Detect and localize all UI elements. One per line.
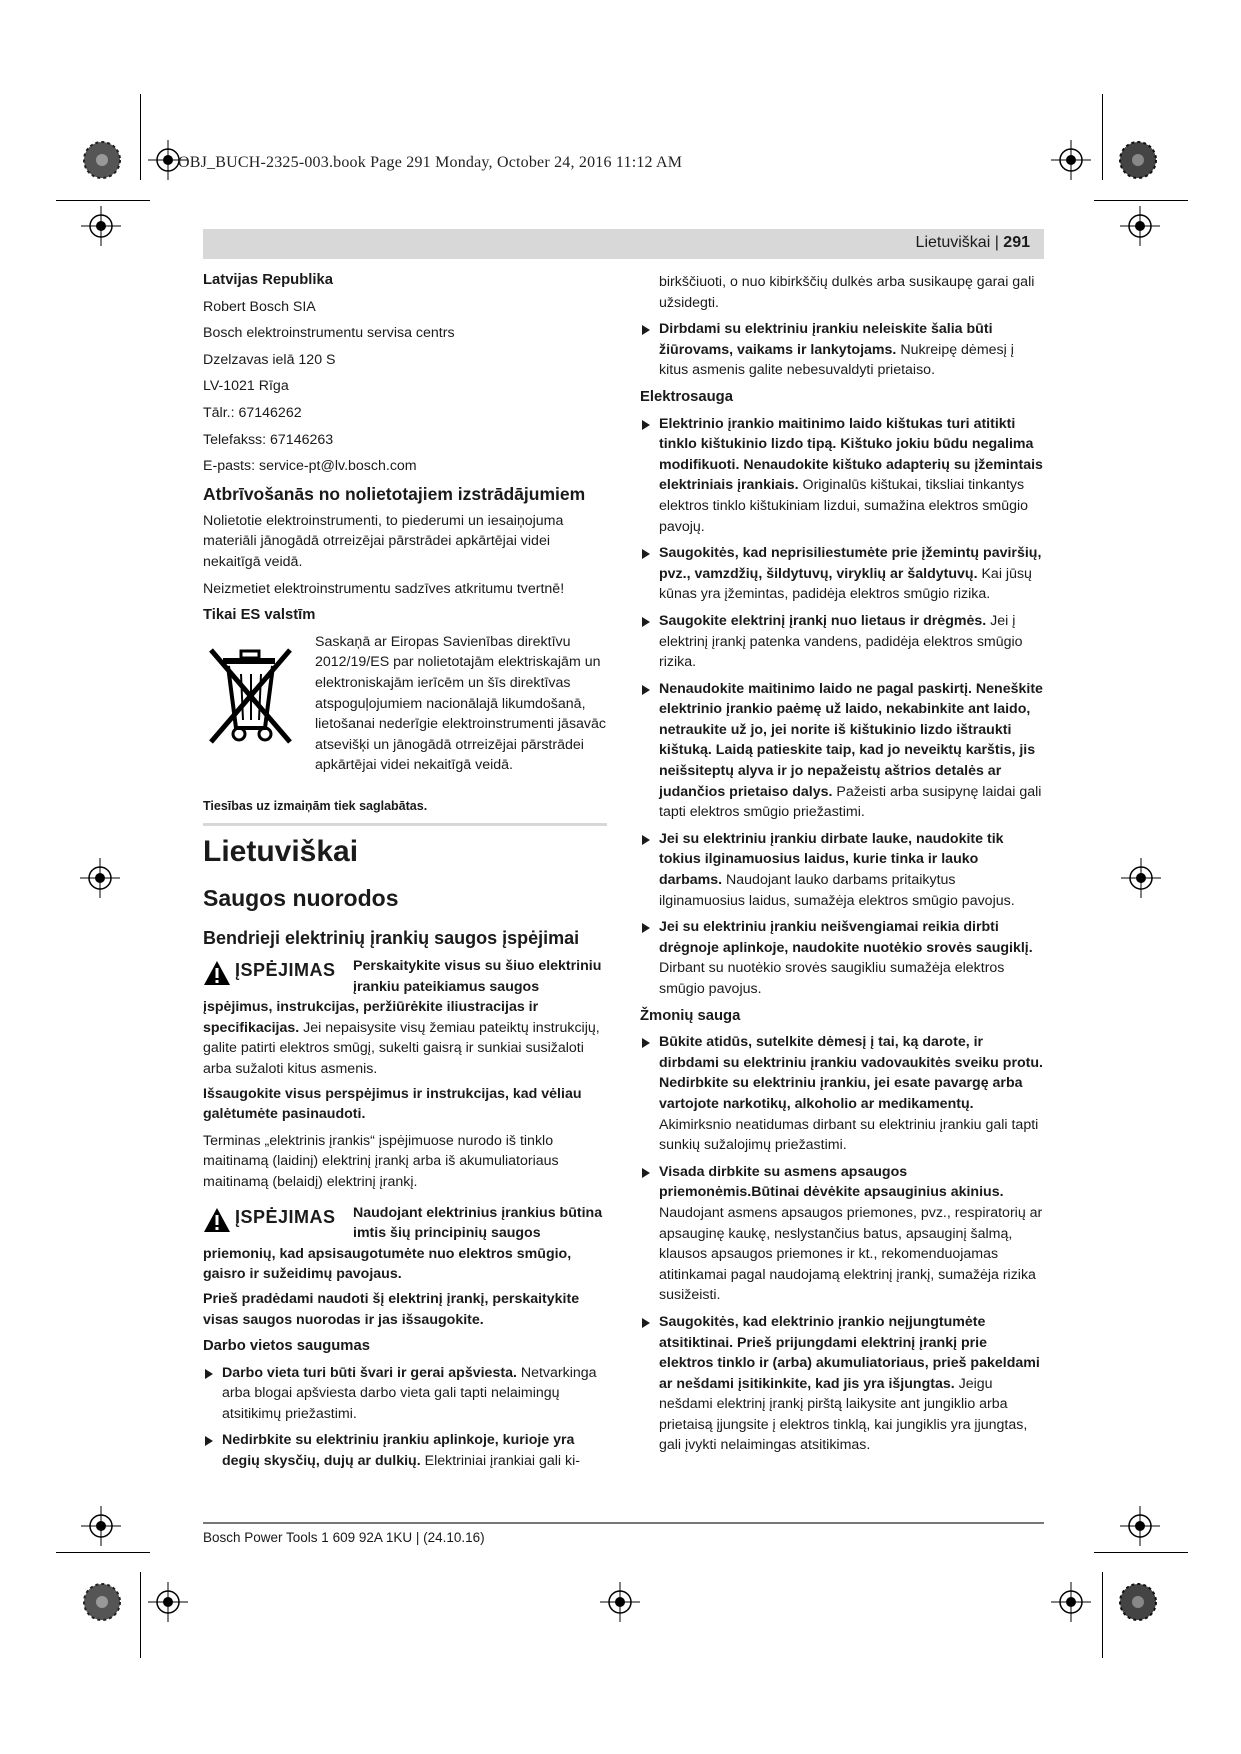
registration-target-icon [1120, 1506, 1160, 1546]
right-column [640, 272, 1044, 1462]
bullet-bold: Elektrinio įrankio maitinimo laido kištukas turi atitikti tinklo kištukinio lizdo tipą. Kištuko jokiu būdu negalima modifikuoti. Nenaudokite kištuko adapterių su įžemintais elektriniais įrankiais. [659, 415, 1043, 494]
header-section: Lietuviškai [915, 234, 991, 251]
color-calibration-wheel-icon [1118, 140, 1158, 180]
keep-instructions: Išsaugokite visus perspėjimus ir instrukcijas, kad vėliau galėtumėte pasinaudoti. [203, 1085, 582, 1123]
bullet-bold: Darbo vieta turi būti švari ir gerai apšviesta. [222, 1364, 517, 1381]
bullet-item [203, 1430, 607, 1471]
bullet-item [640, 679, 1044, 823]
bullet-text: Jeigu nešdami elektrinį įrankį pirštą laikysite ant jungiklio arba prietaisą įjungsite į elektros tinklą, kai jungiklis yra įjungtas, gali įvykti nelaimingas atsitikimas. [659, 1375, 1028, 1454]
read-before-use: Prieš pradėdami naudoti šį elektrinį įrankį, perskaitykite visas saugos nuorodas ir jas išsaugokite. [203, 1290, 580, 1328]
eu-directive-text: Saskaņā ar Eiropas Savienības direktīvu 2012/19/ES par nolietotajām elektriskajām un elektroniskajām ierīcēm un šīs direktīvas atspoguļojumiem nacionālajā likumdošanā, lietošanai nederīgie elektroinstrumenti jāsavāc atsevišķi un jānogādā otrreizējai pārstrādei apkārtējai videi nekaitīgā veidā. [315, 633, 607, 774]
address-title: Latvijas Republika [203, 272, 333, 288]
page-number: 291 [1003, 234, 1030, 251]
bullet-item [640, 917, 1044, 999]
bullet-text: Elektriniai įrankiai gali ki- [420, 1453, 580, 1470]
warning-triangle-icon [203, 960, 231, 986]
registration-target-icon [81, 1506, 121, 1546]
bullet-text: Dirbant su nuotėkio srovės saugikliu sumažėja elektros smūgio pavojus. [659, 960, 1005, 997]
warning-block [203, 1203, 607, 1285]
bullet-text: Akimirksnio neatidumas dirbant su elektriniu įrankiu gali tapti sunkių sužalojimų priežastimi. [659, 1116, 1039, 1154]
section-divider [203, 823, 607, 826]
registration-target-icon [1120, 206, 1160, 246]
bullet-item [640, 829, 1044, 911]
bullet-text: Netvarkinga arba blogai apšviesta darbo vieta gali tapti nelaimingų atsitikimų priežastimi. [222, 1364, 597, 1422]
address-line: Dzelzavas ielā 120 S [203, 351, 336, 368]
registration-target-icon [148, 1582, 188, 1622]
electrical-safety-title: Elektrosauga [640, 388, 733, 405]
address-email: E-pasts: service-pt@lv.bosch.com [203, 458, 417, 475]
continued-text: birkščiuoti, o nuo kibirkščių dulkės arba susikaupę garai gali užsidegti. [659, 274, 1035, 311]
bullet-bold: Nedirbkite su elektriniu įrankiu aplinkoje, kurioje yra degių skysčių, dujų ar dulkių. [222, 1432, 575, 1470]
bullet-item [640, 414, 1044, 538]
registration-target-icon [1051, 1582, 1091, 1622]
bullet-text: Naudojant asmens apsaugos priemones, pvz., respiratorių ar apsauginę kaukę, neslystančius batus, apsauginį šalmą, klausos apsaugos priemones ir kt., rekomenduojamas atitinkamai pagal naudojamą elektrinį įrankį, sumažėja rizika susižeisti. [659, 1204, 1043, 1304]
registration-target-icon [1121, 858, 1161, 898]
disposal-paragraph: Neizmetiet elektroinstrumentu sadzīves atkritumu tvertnē! [203, 580, 565, 597]
warning-block [203, 956, 607, 1080]
warning-word: ĮSPĖJIMAS [235, 1206, 336, 1227]
bullet-item [640, 319, 1044, 381]
bullet-bold: Saugokite elektrinį įrankį nuo lietaus ir drėgmės. [659, 612, 987, 629]
bullet-text: Pažeisti arba susipynę laidai gali tapti elektros smūgio priežastimi. [659, 783, 1042, 821]
left-column [203, 270, 607, 822]
color-calibration-wheel-icon [1118, 1582, 1158, 1622]
registration-target-icon [600, 1582, 640, 1622]
bullet-bold: Būkite atidūs, sutelkite dėmesį į tai, ką darote, ir dirbdami su elektriniu įrankiu vadovaukitės sveiku protu. Nedirbkite su elektriniu įrankiu, jei esate pavargę arba vartojote narkotikų, alkoholio ar medikamentų. [659, 1034, 1043, 1112]
registration-target-icon [1051, 140, 1091, 180]
bullet-text: Naudojant lauko darbams pritaikytus ilginamuosius laidus, sumažėja elektros smūgio pavojus. [659, 872, 1015, 909]
bullet-bold: Saugokitės, kad elektrinio įrankio neįjungtumėte atsitiktinai. Prieš prijungdami elektrinį įrankį prie elektros tinklo ir (arba) akumuliatoriaus, prieš pakeldami ar nešdami įsitikinkite, kad jis yra išjungtas. [659, 1313, 1040, 1392]
eu-title: Tikai ES valstīm [203, 607, 316, 624]
bullet-bold: Dirbdami su elektriniu įrankiu neleiskite šalia būti žiūrovams, vaikams ir lankytojams. [659, 321, 993, 358]
footer-rule [203, 1522, 1044, 1524]
bullet-text: Jei į elektrinį įrankį patenka vandens, padidėja elektros smūgio rizika. [659, 612, 1023, 671]
bullet-bold: Jei su elektriniu įrankiu neišvengiamai reikia dirbti drėgnoje aplinkoje, naudokite nuotėkio srovės saugiklį. [659, 919, 1033, 956]
color-calibration-wheel-icon [82, 140, 122, 180]
bullet-text: Nukreipę dėmesį į kitus asmenis galite nebesuvaldyti prietaiso. [659, 341, 1014, 379]
disposal-title: Atbrīvošanās no nolietotajiem izstrādājumiem [203, 483, 586, 504]
left-column-lt [203, 834, 607, 1478]
warning-text-bold: Perskaitykite visus su šiuo elektriniu įrankiu pateikiamus saugos įspėjimus, instrukcijas, peržiūrėkite iliustracijas ir specifikacijas. [203, 958, 602, 1036]
address-line: LV-1021 Rīga [203, 378, 289, 395]
address-line: Robert Bosch SIA [203, 298, 316, 315]
weee-block [203, 632, 607, 796]
language-title: Lietuviškai [203, 835, 359, 868]
bullet-item [640, 1162, 1044, 1306]
general-warnings-title: Bendrieji elektrinių įrankių saugos įspėjimai [203, 928, 580, 948]
warning-text-bold: Naudojant elektrinius įrankius būtina imtis šių principinių saugos priemonių, kad apsisaugotumėte nuo elektros smūgio, gaisro ir sužeidimų pavojaus. [203, 1204, 603, 1283]
page-header [203, 229, 1044, 259]
bullet-item [203, 1363, 607, 1425]
header-separator: | [990, 234, 1004, 251]
registration-target-icon [80, 858, 120, 898]
work-area-title: Darbo vietos saugumas [203, 1338, 370, 1355]
address-line: Tālr.: 67146262 [203, 404, 302, 421]
bullet-bold: Saugokitės, kad neprisiliestumėte prie įžemintų paviršių, pvz., vamzdžių, šildytuvų, viryklių ar šaldytuvų. [659, 545, 1042, 582]
bullet-bold: Nenaudokite maitinimo laido ne pagal paskirtį. Neneškite elektrinio įrankio paėmę už laido, nekabinkite ant laido, netraukite už jo, jei norite iš kištukinio lizdo ištraukti kištuką. Laidą patieskite taip, kad jo neveiktų karštis, jis neišsiteptų alyva ir jo nepažeistų aštrios detalės ar judančios prietaiso dalys. [659, 680, 1043, 800]
disposal-paragraph: Nolietotie elektroinstrumenti, to piederumi un iesaiņojuma materiāli jānogādā otrreizējai pārstrādei apkārtējai videi nekaitīgā veidā. [203, 512, 564, 570]
bullet-item [640, 1032, 1044, 1156]
address-line: Bosch elektroinstrumentu servisa centrs [203, 325, 455, 342]
term-definition: Terminas „elektrinis įrankis“ įspėjimuose nurodo iš tinklo maitinamą (laidinį) elektrinį įrankį arba iš akumuliatoriaus maitinamą (belaidį) elektrinį įrankį. [203, 1132, 559, 1190]
address-line: Telefakss: 67146263 [203, 431, 334, 448]
registration-target-icon [81, 206, 121, 246]
color-calibration-wheel-icon [82, 1582, 122, 1622]
crossed-bin-icon [203, 642, 298, 747]
warning-text: Jei nepaisysite visų žemiau pateiktų instrukcijų, galite patirti elektros smūgį, sukelti gaisrą ir sunkiai susižaloti arba sužaloti kitus asmenis. [203, 1019, 600, 1077]
bullet-item [640, 611, 1044, 673]
bullet-text: Originalūs kištukai, tiksliai tinkantys elektros tinklo kištukiniam lizdui, sumažina elektros smūgio pavojų. [659, 477, 1029, 535]
bullet-bold: Visada dirbkite su asmens apsaugos priemonėmis.Būtinai dėvėkite apsauginius akinius. [659, 1163, 1004, 1201]
warning-badge [203, 1205, 343, 1235]
warning-triangle-icon [203, 1207, 231, 1233]
personal-safety-title: Žmonių sauga [640, 1007, 741, 1024]
print-slug: OBJ_BUCH-2325-003.book Page 291 Monday, October 24, 2016 11:12 AM [178, 154, 683, 171]
bullet-item [640, 1312, 1044, 1456]
header-label [916, 234, 1030, 252]
warning-word: ĮSPĖJIMAS [235, 960, 336, 980]
warning-badge [203, 958, 343, 988]
page-footer: Bosch Power Tools 1 609 92A 1KU | (24.10.16) [203, 1530, 485, 1545]
bullet-text: Kai jūsų kūnas yra įžemintas, padidėja elektros smūgio rizika. [659, 565, 1032, 603]
rights-reserved: Tiesības uz izmaiņām tiek saglabātas. [203, 798, 428, 813]
bullet-item [640, 543, 1044, 605]
safety-title: Saugos nuorodos [203, 885, 399, 911]
bullet-bold: Jei su elektriniu įrankiu dirbate lauke, naudokite tik tokius ilginamuosius laidus, kurie tinka ir lauko darbams. [659, 830, 1004, 889]
